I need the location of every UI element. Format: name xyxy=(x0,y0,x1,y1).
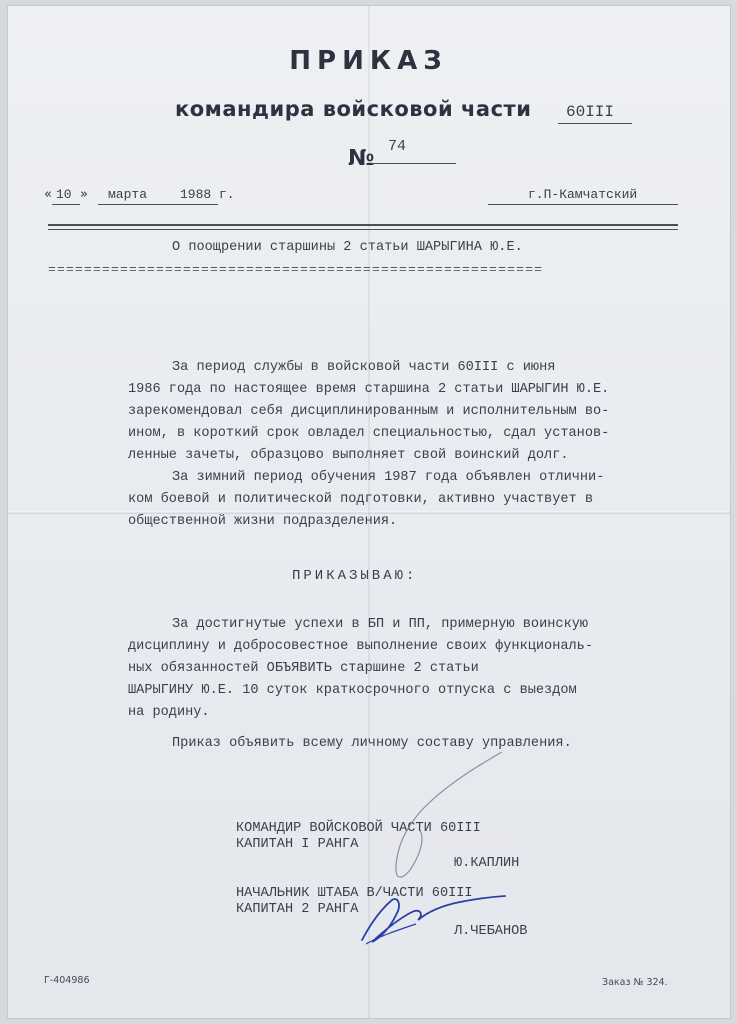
date-year: 1988 г. xyxy=(180,187,235,202)
paragraph-1-line-3: зарекомендовал себя дисциплинированным и исполнительным во- xyxy=(128,404,610,419)
city: г.П-Камчатский xyxy=(528,187,638,202)
paragraph-1-line-4: ином, в короткий срок овладел специальностью, сдал установ- xyxy=(128,426,610,441)
paragraph-1-line-5: ленные зачеты, образцово выполняет свой воинский долг. xyxy=(128,448,569,463)
number-sign: № xyxy=(348,146,375,171)
paragraph-3-line-3: ных обязанностей ОБЪЯВИТЬ старшине 2 статьи xyxy=(128,661,479,676)
unit-number: 60III xyxy=(566,103,615,121)
chief-signature xyxy=(362,896,505,942)
chief-title-line-2: КАПИТАН 2 РАНГА xyxy=(236,902,359,917)
chief-name: Л.ЧЕБАНОВ xyxy=(454,924,528,939)
document-title: ПРИКАЗ xyxy=(289,46,448,76)
paragraph-2-line-2: ком боевой и политической подготовки, активно участвует в xyxy=(128,492,593,507)
paragraph-1-line-1: За период службы в войсковой части 60III с июня xyxy=(172,360,556,375)
commander-name: Ю.КАПЛИН xyxy=(454,856,520,871)
print-order-number: Заказ № 324. xyxy=(602,977,668,988)
form-code: Г-404986 xyxy=(44,975,90,986)
document-subtitle: командира войсковой части xyxy=(175,97,532,121)
commander-signature xyxy=(396,752,502,877)
subject-separator: ======================================================= xyxy=(48,262,544,277)
order-number: 74 xyxy=(388,138,407,155)
date-quote-close: » xyxy=(80,187,88,202)
date-month: марта xyxy=(108,187,148,202)
chief-title-line-1: НАЧАЛЬНИК ШТАБА В/ЧАСТИ 60III xyxy=(236,886,473,901)
paragraph-3-line-2: дисциплину и добросовестное выполнение своих функциональ- xyxy=(128,639,593,654)
paragraph-2-line-1: За зимний период обучения 1987 года объявлен отлични- xyxy=(172,470,605,485)
paragraph-3-line-1: За достигнутые успехи в БП и ПП, примерную воинскую xyxy=(172,617,589,632)
paragraph-2-line-3: общественной жизни подразделения. xyxy=(128,514,398,529)
order-heading: ПРИКАЗЫВАЮ: xyxy=(292,568,418,584)
paragraph-3-line-4: ШАРЫГИНУ Ю.Е. 10 суток краткосрочного отпуска с выездом xyxy=(128,683,577,698)
date-day: 10 xyxy=(56,187,72,202)
paragraph-3-line-5: на родину. xyxy=(128,705,210,720)
paragraph-1-line-2: 1986 года по настоящее время старшина 2 статьи ШАРЫГИН Ю.Е. xyxy=(128,382,610,397)
paragraph-4: Приказ объявить всему личному составу управления. xyxy=(172,736,572,751)
order-subject: О поощрении старшины 2 статьи ШАРЫГИНА Ю.Е. xyxy=(172,240,523,255)
commander-title-line-2: КАПИТАН I РАНГА xyxy=(236,837,359,852)
date-quote-open: « xyxy=(44,187,52,202)
commander-title-line-1: КОМАНДИР ВОЙСКОВОЙ ЧАСТИ 60III xyxy=(236,821,481,836)
